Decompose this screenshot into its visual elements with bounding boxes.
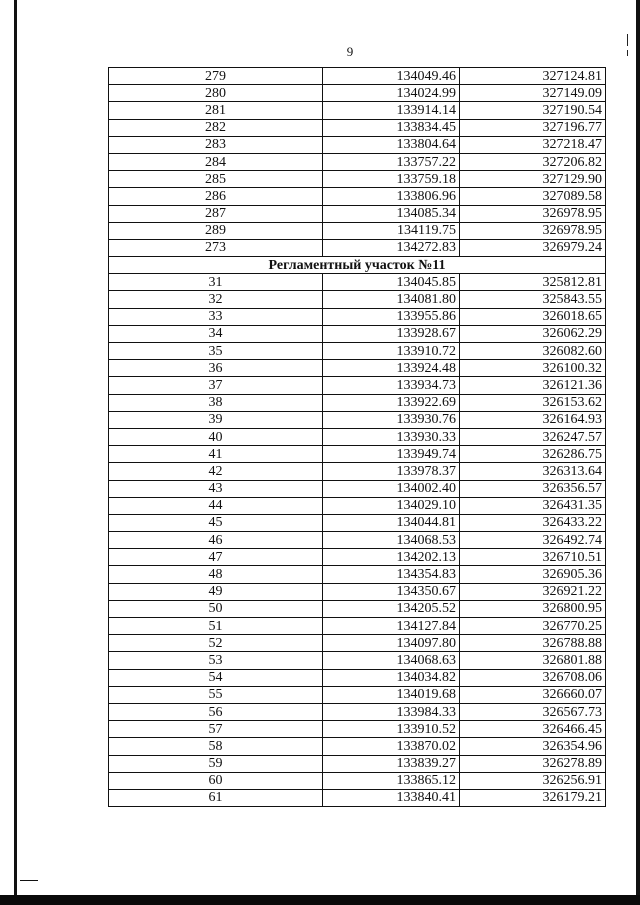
y-coordinate-cell: 326979.24 — [460, 239, 606, 256]
point-number-cell: 286 — [109, 188, 323, 205]
table-row — [109, 411, 606, 428]
table-row — [109, 428, 606, 445]
table-row — [109, 205, 606, 222]
scan-edge-right — [636, 0, 640, 905]
point-number-cell: 35 — [109, 343, 323, 360]
x-coordinate-cell: 133804.64 — [323, 136, 460, 153]
table-row — [109, 532, 606, 549]
y-coordinate-cell: 326921.22 — [460, 583, 606, 600]
x-coordinate-cell: 134044.81 — [323, 514, 460, 531]
point-number-cell: 289 — [109, 222, 323, 239]
point-number-cell: 40 — [109, 428, 323, 445]
x-coordinate-cell: 133930.33 — [323, 428, 460, 445]
point-number-cell: 46 — [109, 532, 323, 549]
x-coordinate-cell: 133865.12 — [323, 772, 460, 789]
y-coordinate-cell: 327196.77 — [460, 119, 606, 136]
y-coordinate-cell: 326100.32 — [460, 360, 606, 377]
point-number-cell: 55 — [109, 686, 323, 703]
point-number-cell: 41 — [109, 446, 323, 463]
x-coordinate-cell: 134024.99 — [323, 85, 460, 102]
table-row — [109, 446, 606, 463]
x-coordinate-cell: 133949.74 — [323, 446, 460, 463]
table-row — [109, 514, 606, 531]
y-coordinate-cell: 326164.93 — [460, 411, 606, 428]
point-number-cell: 285 — [109, 171, 323, 188]
y-coordinate-cell: 326710.51 — [460, 549, 606, 566]
table-row — [109, 171, 606, 188]
table-row — [109, 549, 606, 566]
point-number-cell: 54 — [109, 669, 323, 686]
y-coordinate-cell: 326121.36 — [460, 377, 606, 394]
table-row — [109, 566, 606, 583]
y-coordinate-cell: 327124.81 — [460, 68, 606, 85]
x-coordinate-cell: 133978.37 — [323, 463, 460, 480]
x-coordinate-cell: 134029.10 — [323, 497, 460, 514]
y-coordinate-cell: 327129.90 — [460, 171, 606, 188]
x-coordinate-cell: 134068.53 — [323, 532, 460, 549]
y-coordinate-cell: 326313.64 — [460, 463, 606, 480]
y-coordinate-cell: 327089.58 — [460, 188, 606, 205]
x-coordinate-cell: 133930.76 — [323, 411, 460, 428]
table-row — [109, 600, 606, 617]
table-row — [109, 239, 606, 256]
y-coordinate-cell: 326356.57 — [460, 480, 606, 497]
x-coordinate-cell: 133922.69 — [323, 394, 460, 411]
x-coordinate-cell: 134034.82 — [323, 669, 460, 686]
y-coordinate-cell: 326018.65 — [460, 308, 606, 325]
point-number-cell: 37 — [109, 377, 323, 394]
point-number-cell: 58 — [109, 738, 323, 755]
y-coordinate-cell: 326978.95 — [460, 205, 606, 222]
y-coordinate-cell: 327218.47 — [460, 136, 606, 153]
point-number-cell: 57 — [109, 721, 323, 738]
point-number-cell: 283 — [109, 136, 323, 153]
x-coordinate-cell: 133806.96 — [323, 188, 460, 205]
x-coordinate-cell: 134081.80 — [323, 291, 460, 308]
table-row — [109, 789, 606, 806]
table-row — [109, 721, 606, 738]
point-number-cell: 273 — [109, 239, 323, 256]
x-coordinate-cell: 133934.73 — [323, 377, 460, 394]
y-coordinate-cell: 326082.60 — [460, 343, 606, 360]
y-coordinate-cell: 326278.89 — [460, 755, 606, 772]
section-header — [109, 257, 606, 274]
x-coordinate-cell: 134205.52 — [323, 600, 460, 617]
y-coordinate-cell: 326708.06 — [460, 669, 606, 686]
y-coordinate-cell: 327206.82 — [460, 153, 606, 170]
scan-bottom-mark — [20, 880, 38, 881]
x-coordinate-cell: 133914.14 — [323, 102, 460, 119]
y-coordinate-cell: 326256.91 — [460, 772, 606, 789]
point-number-cell: 56 — [109, 703, 323, 720]
y-coordinate-cell: 326660.07 — [460, 686, 606, 703]
table-row — [109, 119, 606, 136]
section-row — [109, 257, 606, 274]
point-number-cell: 59 — [109, 755, 323, 772]
x-coordinate-cell: 133928.67 — [323, 325, 460, 342]
x-coordinate-cell: 133870.02 — [323, 738, 460, 755]
y-coordinate-cell: 326286.75 — [460, 446, 606, 463]
x-coordinate-cell: 133910.52 — [323, 721, 460, 738]
x-coordinate-cell: 133840.41 — [323, 789, 460, 806]
point-number-cell: 52 — [109, 635, 323, 652]
x-coordinate-cell: 133834.45 — [323, 119, 460, 136]
point-number-cell: 38 — [109, 394, 323, 411]
point-number-cell: 287 — [109, 205, 323, 222]
scan-bottom-bar — [0, 895, 640, 905]
x-coordinate-cell: 134272.83 — [323, 239, 460, 256]
point-number-cell: 36 — [109, 360, 323, 377]
x-coordinate-cell: 134354.83 — [323, 566, 460, 583]
table-row — [109, 85, 606, 102]
y-coordinate-cell: 326354.96 — [460, 738, 606, 755]
table-row — [109, 360, 606, 377]
point-number-cell: 45 — [109, 514, 323, 531]
table-row — [109, 377, 606, 394]
y-coordinate-cell: 326978.95 — [460, 222, 606, 239]
table-row — [109, 497, 606, 514]
point-number-cell: 48 — [109, 566, 323, 583]
table-row — [109, 635, 606, 652]
x-coordinate-cell: 134045.85 — [323, 274, 460, 291]
point-number-cell: 281 — [109, 102, 323, 119]
scan-edge-left — [14, 0, 17, 905]
section-title: Регламентный участок №11 — [109, 257, 606, 274]
table-row — [109, 618, 606, 635]
point-number-cell: 60 — [109, 772, 323, 789]
x-coordinate-cell: 133759.18 — [323, 171, 460, 188]
table-row — [109, 291, 606, 308]
table-row — [109, 686, 606, 703]
y-coordinate-cell: 327190.54 — [460, 102, 606, 119]
table-body-bottom — [109, 274, 606, 807]
point-number-cell: 279 — [109, 68, 323, 85]
x-coordinate-cell: 134350.67 — [323, 583, 460, 600]
y-coordinate-cell: 326492.74 — [460, 532, 606, 549]
x-coordinate-cell: 134202.13 — [323, 549, 460, 566]
point-number-cell: 39 — [109, 411, 323, 428]
x-coordinate-cell: 133984.33 — [323, 703, 460, 720]
y-coordinate-cell: 326788.88 — [460, 635, 606, 652]
x-coordinate-cell: 133955.86 — [323, 308, 460, 325]
x-coordinate-cell: 134127.84 — [323, 618, 460, 635]
point-number-cell: 284 — [109, 153, 323, 170]
x-coordinate-cell: 134119.75 — [323, 222, 460, 239]
coordinates-table — [108, 67, 606, 807]
y-coordinate-cell: 326800.95 — [460, 600, 606, 617]
table-row — [109, 188, 606, 205]
x-coordinate-cell: 133839.27 — [323, 755, 460, 772]
table-row — [109, 480, 606, 497]
point-number-cell: 31 — [109, 274, 323, 291]
table-row — [109, 463, 606, 480]
table-row — [109, 343, 606, 360]
point-number-cell: 53 — [109, 652, 323, 669]
x-coordinate-cell: 134097.80 — [323, 635, 460, 652]
y-coordinate-cell: 326153.62 — [460, 394, 606, 411]
page-number: 9 — [346, 44, 354, 59]
y-coordinate-cell: 326247.57 — [460, 428, 606, 445]
y-coordinate-cell: 325843.55 — [460, 291, 606, 308]
y-coordinate-cell: 325812.81 — [460, 274, 606, 291]
y-coordinate-cell: 326905.36 — [460, 566, 606, 583]
table-row — [109, 394, 606, 411]
y-coordinate-cell: 326567.73 — [460, 703, 606, 720]
point-number-cell: 280 — [109, 85, 323, 102]
table-row — [109, 738, 606, 755]
x-coordinate-cell: 134019.68 — [323, 686, 460, 703]
x-coordinate-cell: 133757.22 — [323, 153, 460, 170]
x-coordinate-cell: 134002.40 — [323, 480, 460, 497]
point-number-cell: 42 — [109, 463, 323, 480]
point-number-cell: 44 — [109, 497, 323, 514]
point-number-cell: 50 — [109, 600, 323, 617]
coordinates-table-wrap — [108, 67, 605, 807]
point-number-cell: 51 — [109, 618, 323, 635]
y-coordinate-cell: 326466.45 — [460, 721, 606, 738]
table-row — [109, 669, 606, 686]
point-number-cell: 61 — [109, 789, 323, 806]
point-number-cell: 47 — [109, 549, 323, 566]
table-row — [109, 222, 606, 239]
table-row — [109, 772, 606, 789]
y-coordinate-cell: 326062.29 — [460, 325, 606, 342]
table-row — [109, 136, 606, 153]
table-row — [109, 274, 606, 291]
y-coordinate-cell: 326770.25 — [460, 618, 606, 635]
y-coordinate-cell: 326179.21 — [460, 789, 606, 806]
point-number-cell: 282 — [109, 119, 323, 136]
table-row — [109, 102, 606, 119]
table-row — [109, 652, 606, 669]
x-coordinate-cell: 133924.48 — [323, 360, 460, 377]
point-number-cell: 49 — [109, 583, 323, 600]
y-coordinate-cell: 326431.35 — [460, 497, 606, 514]
x-coordinate-cell: 134049.46 — [323, 68, 460, 85]
point-number-cell: 43 — [109, 480, 323, 497]
x-coordinate-cell: 133910.72 — [323, 343, 460, 360]
table-row — [109, 68, 606, 85]
y-coordinate-cell: 326801.88 — [460, 652, 606, 669]
table-row — [109, 325, 606, 342]
table-row — [109, 755, 606, 772]
point-number-cell: 32 — [109, 291, 323, 308]
y-coordinate-cell: 327149.09 — [460, 85, 606, 102]
table-row — [109, 703, 606, 720]
x-coordinate-cell: 134068.63 — [323, 652, 460, 669]
point-number-cell: 33 — [109, 308, 323, 325]
table-row — [109, 583, 606, 600]
table-row — [109, 153, 606, 170]
point-number-cell: 34 — [109, 325, 323, 342]
table-row — [109, 308, 606, 325]
y-coordinate-cell: 326433.22 — [460, 514, 606, 531]
table-body-top — [109, 68, 606, 257]
x-coordinate-cell: 134085.34 — [323, 205, 460, 222]
